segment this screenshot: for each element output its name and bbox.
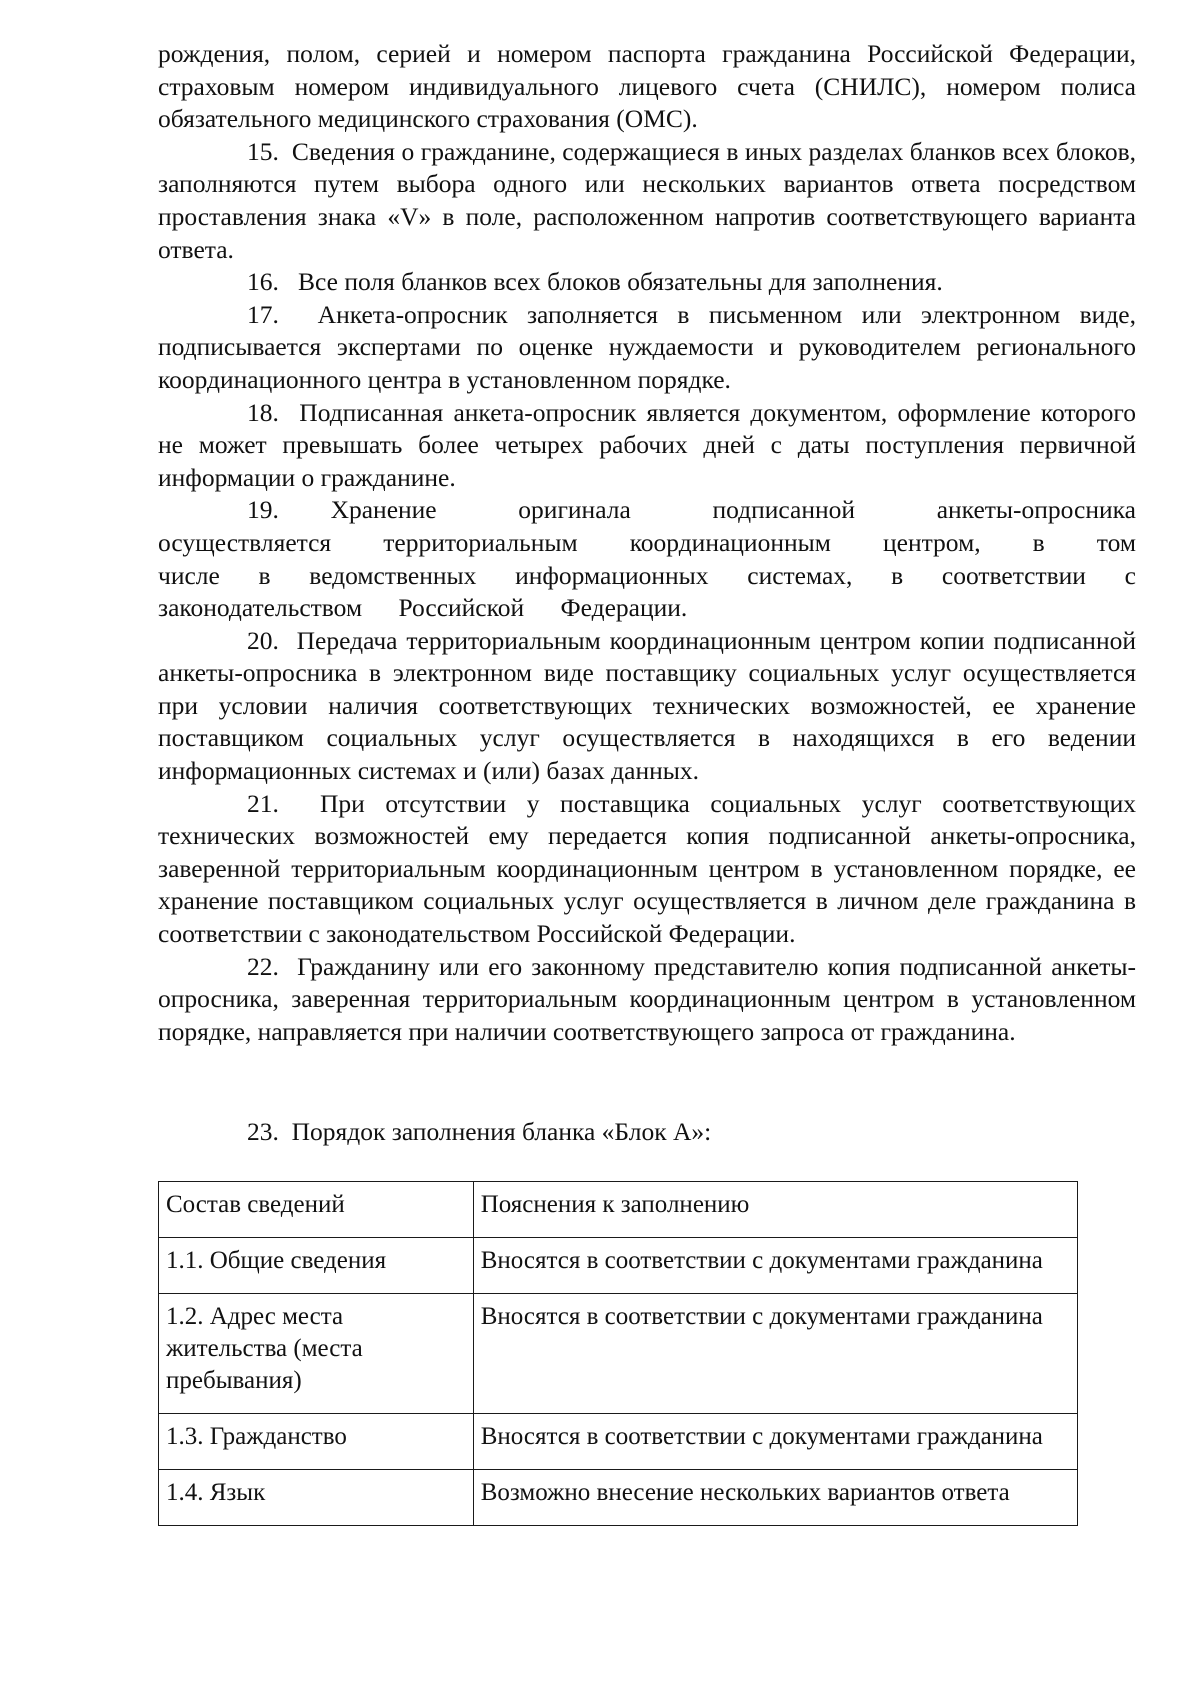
paragraph-number: 22. bbox=[247, 951, 279, 981]
paragraph-16 bbox=[158, 266, 1136, 299]
paragraph-continuation bbox=[158, 38, 1136, 136]
paragraph-text: Гражданину или его законному представителю копия подписанной анкеты-опросника, заверенная территориальным координационным центром в установленном порядке, направляется при наличии соответствующего запроса от гражданина. bbox=[158, 951, 1136, 1046]
table-row bbox=[159, 1294, 1078, 1414]
paragraph-number: 15. bbox=[247, 136, 279, 166]
table-cell: Возможно внесение нескольких вариантов ответа bbox=[473, 1470, 1077, 1526]
table-header-row bbox=[159, 1182, 1078, 1238]
table-cell: Вносятся в соответствии с документами гражданина bbox=[473, 1414, 1077, 1470]
paragraph-text: Сведения о гражданине, содержащиеся в иных разделах бланков всех блоков, заполняются путем выбора одного или нескольких вариантов ответа посредством проставления знака «V» в поле, расположенном напротив соответствующего варианта ответа. bbox=[158, 136, 1136, 264]
table-heading-text: Порядок заполнения бланка «Блок А»: bbox=[291, 1117, 712, 1146]
column-header: Состав сведений bbox=[159, 1182, 474, 1238]
block-a-table bbox=[158, 1181, 1078, 1526]
column-header: Пояснения к заполнению bbox=[473, 1182, 1077, 1238]
table-row bbox=[159, 1414, 1078, 1470]
paragraph-number: 20. bbox=[247, 625, 279, 655]
table-cell: Вносятся в соответствии с документами гражданина bbox=[473, 1294, 1077, 1414]
table-row bbox=[159, 1470, 1078, 1526]
paragraph-number: 17. bbox=[247, 299, 279, 329]
paragraph-15 bbox=[158, 136, 1136, 266]
paragraph-text: Подписанная анкета-опросник является документом, оформление которого не может превышать более четырех рабочих дней с даты поступления первичной информации о гражданине. bbox=[158, 397, 1136, 492]
table-cell: 1.4. Язык bbox=[159, 1470, 474, 1526]
table-heading bbox=[158, 1116, 1136, 1148]
paragraph-21 bbox=[158, 788, 1136, 951]
paragraph-number: 23. bbox=[247, 1117, 279, 1146]
table-row bbox=[159, 1238, 1078, 1294]
paragraph-number: 18. bbox=[247, 397, 279, 427]
paragraph-number: 19. bbox=[247, 495, 279, 525]
paragraph-number: 16. bbox=[247, 267, 279, 297]
paragraph-text: При отсутствии у поставщика социальных услуг соответствующих технических возможностей ему передается копия подписанной анкеты-опросника, заверенной территориальным координационным центром в установленном порядке, ее хранение поставщиком социальных услуг осуществляется в личном деле гражданина в соответствии с законодательством Российской Федерации. bbox=[158, 788, 1136, 949]
body-text bbox=[158, 38, 1136, 1048]
paragraph-text: Все поля бланков всех блоков обязательны для заполнения. bbox=[298, 267, 943, 297]
paragraph-text: рождения, полом, серией и номером паспорта гражданина Российской Федерации, страховым номером индивидуального лицевого счета (СНИЛС), номером полиса обязательного медицинского страхования (ОМС). bbox=[158, 39, 1136, 134]
paragraph-text: Передача территориальным координационным центром копии подписанной анкеты-опросника в электронном виде поставщику социальных услуг осуществляется при условии наличия соответствующих технических возможностей, ее хранение поставщиком социальных услуг осуществляется в находящихся в его ведении информационных системах и (или) базах данных. bbox=[158, 625, 1136, 786]
table-cell: 1.1. Общие сведения bbox=[159, 1238, 474, 1294]
paragraph-17 bbox=[158, 299, 1136, 397]
table-cell: 1.3. Гражданство bbox=[159, 1414, 474, 1470]
paragraph-text: Анкета-опросник заполняется в письменном или электронном виде, подписывается экспертами по оценке нуждаемости и руководителем регионального координационного центра в установленном порядке. bbox=[158, 299, 1136, 394]
paragraph-18 bbox=[158, 397, 1136, 495]
paragraph-text: Хранение оригинала подписанной анкеты-опросника осуществляется территориальным координационным центром, в том числе в ведомственных информационных системах, в соответствии с законодательством Российской Федерации. bbox=[158, 495, 1136, 623]
table-cell: Вносятся в соответствии с документами гражданина bbox=[473, 1238, 1077, 1294]
paragraph-22 bbox=[158, 951, 1136, 1049]
paragraph-20 bbox=[158, 625, 1136, 788]
table-cell: 1.2. Адрес места жительства (места пребывания) bbox=[159, 1294, 474, 1414]
paragraph-number: 21. bbox=[247, 788, 279, 818]
paragraph-19 bbox=[158, 494, 1136, 624]
